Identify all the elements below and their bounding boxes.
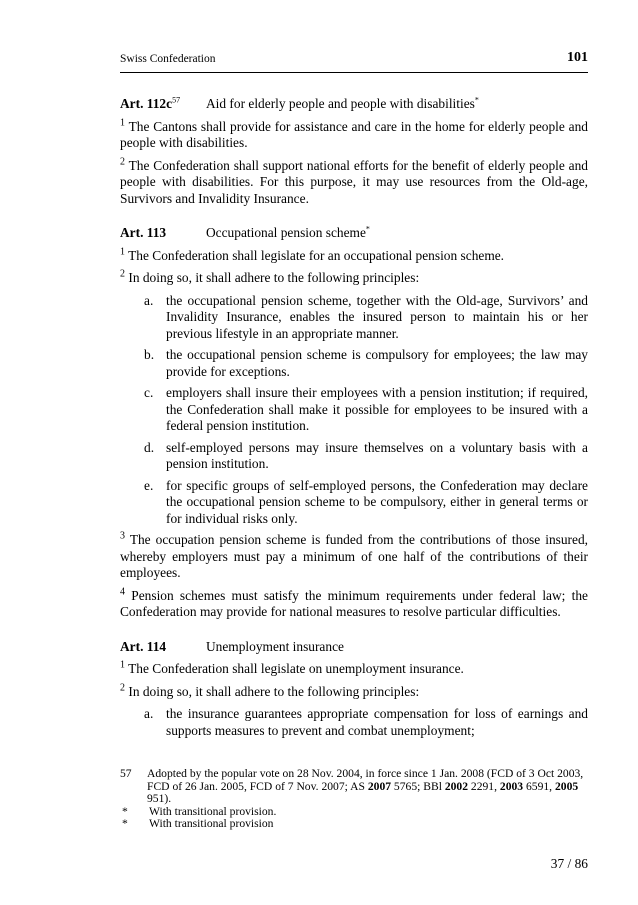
list-item: b. the occupational pension scheme is compulsory for employees; the law may provide for exceptions. (144, 347, 588, 379)
article-heading (120, 225, 588, 242)
article-heading (120, 96, 588, 113)
header-divider (120, 72, 588, 73)
paragraph: $^1$ The Cantons shall provide for assistance and care in the home for elderly people and people with disabilities. (120, 117, 588, 150)
footnotes (120, 768, 588, 831)
paragraph: $^2$ In doing so, it shall adhere to the following principles: (120, 268, 420, 285)
header-title: Swiss Confederation (120, 53, 216, 65)
article-heading (120, 639, 588, 656)
paragraph: $^1$ The Confederation shall legislate for an occupational pension scheme. (120, 246, 505, 263)
paragraph: $^4$ Pension schemes must satisfy the minimum requirements under federal law; the Confederation may provide for national measures to resolve particular difficulties. (120, 586, 588, 619)
main-content (120, 96, 588, 744)
paragraph: $^1$ The Confederation shall legislate on unemployment insurance. (120, 659, 464, 676)
header-page-number: 101 (567, 50, 588, 65)
article-112c (120, 96, 588, 207)
article-title: Unemployment insurance (206, 638, 344, 654)
running-header (120, 50, 588, 70)
page-counter: 37 / 86 (550, 856, 588, 871)
footnote-ref[interactable]: 57 (172, 95, 181, 105)
article-title: Aid for elderly people and people with disabilities* (206, 95, 479, 111)
footnote-57: 57 Adopted by the popular vote on 28 Nov. 2004, in force since 1 Jan. 2008 (FCD of 3 Oct 2003, FCD of 26 Jan. 2005, FCD of 7 Nov. 2007; AS 2007 5765; BBl 2002 2291, 2003 6591, 2005 951). (120, 767, 584, 806)
paragraph: $^2$ The Confederation shall support national efforts for the benefit of elderly people and people with disabilities. For this purpose, it may use resources from the Old-age, Survivors and Invalidity Insurance. (120, 156, 588, 206)
paragraph: $^2$ In doing so, it shall adhere to the following principles: (120, 682, 420, 699)
article-number: Art. 113 (120, 225, 167, 240)
article-title: Occupational pension scheme* (206, 224, 370, 240)
footnote-star: * With transitional provision. (122, 804, 277, 818)
footnote-ref[interactable]: * (365, 224, 370, 234)
article-number: Art. 114 (120, 638, 167, 654)
article-114 (120, 639, 588, 740)
list-item: e. for specific groups of self-employed persons, the Confederation may declare the occupational pension scheme to be compulsory, either in general terms or for individual risks only. (144, 477, 588, 526)
list-item: c. employers shall insure their employees with a pension institution; if required, the Confederation shall make it possible for employees to be insured with a federal pension institution. (144, 385, 588, 433)
list-item: a. the occupational pension scheme, together with the Old-age, Survivors’ and Invalidity Insurance, enables the insured person to maintain his or her previous lifestyle in an appropriate manner. (144, 292, 588, 341)
paragraph: $^3$ The occupation pension scheme is funded from the contributions of those insured, whereby employers must pay a minimum of one half of the contributions of their employees. (120, 530, 589, 580)
list-item: d. self-employed persons may insure themselves on a voluntary basis with a pension institution. (144, 439, 588, 471)
article-number: Art. $112c^{57}$ (120, 95, 181, 111)
article-113 (120, 225, 588, 621)
footnote-star: * With transitional provision (122, 817, 274, 831)
list-item: a. the insurance guarantees appropriate compensation for loss of earnings and supports measures to prevent and combat unemployment; (144, 706, 588, 738)
footnote-ref[interactable]: * (474, 95, 479, 105)
